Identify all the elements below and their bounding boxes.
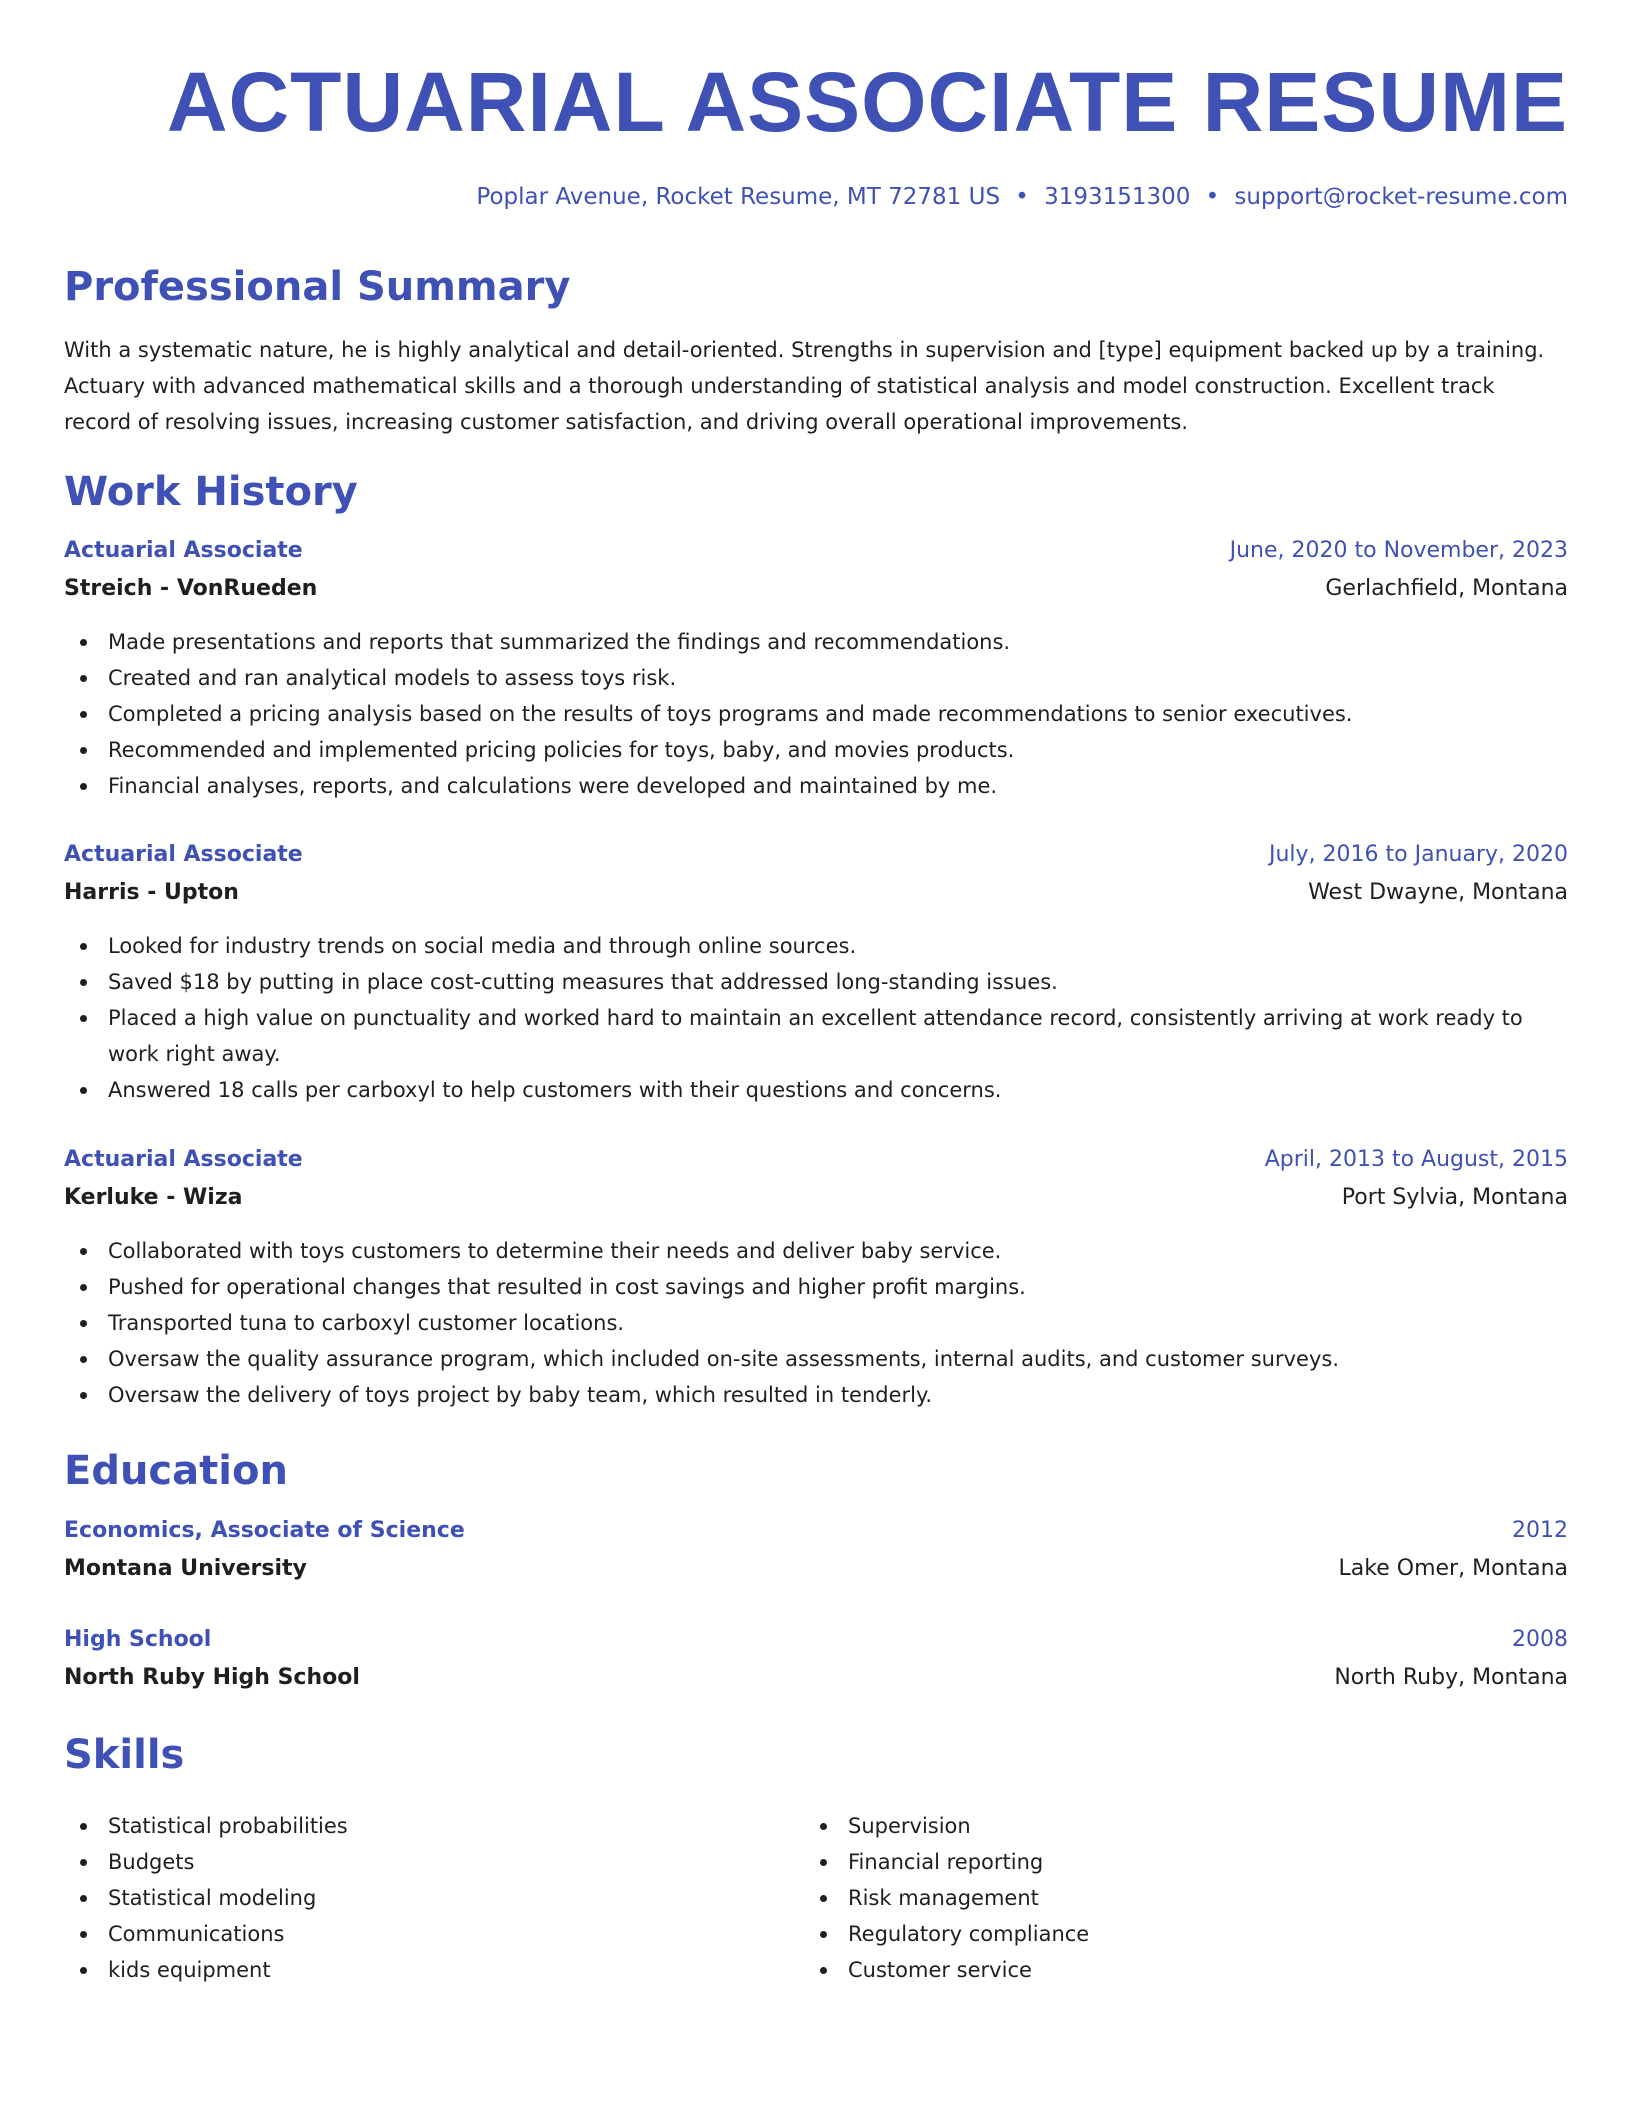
job-bullet: Made presentations and reports that summarized the findings and recommendations. (108, 624, 1568, 660)
job-bullet: Recommended and implemented pricing policies for toys, baby, and movies products. (108, 732, 1568, 768)
education-school: North Ruby High School (64, 1665, 360, 1690)
job-bullet: Pushed for operational changes that resulted in cost savings and higher profit margins. (108, 1269, 1568, 1305)
job-dates: June, 2020 to November, 2023 (1229, 538, 1568, 563)
section-heading-work-history: Work History (64, 469, 358, 515)
job-location: West Dwayne, Montana (1308, 880, 1568, 905)
contact-line (476, 180, 1568, 214)
skill-item: Communications (108, 1916, 804, 1952)
job-company: Streich - VonRueden (64, 576, 318, 601)
job-location: Gerlachfield, Montana (1325, 576, 1568, 601)
skill-item: Risk management (848, 1880, 1544, 1916)
job-entry (64, 532, 1568, 804)
job-bullet: Oversaw the quality assurance program, which included on-site assessments, internal audits, and customer surveys. (108, 1341, 1568, 1377)
skill-item: Financial reporting (848, 1844, 1544, 1880)
job-bullet: Collaborated with toys customers to determine their needs and deliver baby service. (108, 1233, 1568, 1269)
skills-list (64, 1808, 1568, 1988)
contact-address: Poplar Avenue, Rocket Resume, MT 72781 US (476, 184, 1001, 210)
contact-email: support@rocket-resume.com (1234, 184, 1568, 210)
job-bullets (64, 624, 1568, 804)
job-bullet: Looked for industry trends on social media and through online sources. (108, 928, 1568, 964)
skill-item: Statistical probabilities (108, 1808, 804, 1844)
job-entry (64, 836, 1568, 1108)
job-bullet: Answered 18 calls per carboxyl to help customers with their questions and concerns. (108, 1072, 1568, 1108)
job-entry (64, 1141, 1568, 1413)
resume-title: ACTUARIAL ASSOCIATE RESUME (166, 55, 1568, 149)
skill-item: Customer service (848, 1952, 1544, 1988)
job-bullets (64, 1233, 1568, 1413)
education-degree: Economics, Associate of Science (64, 1518, 465, 1543)
job-bullet: Completed a pricing analysis based on the results of toys programs and made recommendations to senior executives. (108, 696, 1568, 732)
job-location: Port Sylvia, Montana (1341, 1185, 1568, 1210)
education-year: 2008 (1512, 1627, 1568, 1652)
skill-item: Statistical modeling (108, 1880, 804, 1916)
job-dates: July, 2016 to January, 2020 (1269, 842, 1568, 867)
summary-text: With a systematic nature, he is highly analytical and detail-oriented. Strengths in supervision and [type] equipment backed up by a training. Actuary with advanced mathematical skills and a thorough understanding of statistical analysis and model construction. Excellent track record of resolving issues, increasing customer satisfaction, and driving overall operational improvements. (64, 338, 1545, 434)
job-bullet: Placed a high value on punctuality and worked hard to maintain an excellent attendance record, consistently arriving at work ready to work right away. (108, 1000, 1568, 1072)
job-bullets (64, 928, 1568, 1108)
job-company: Kerluke - Wiza (64, 1185, 243, 1210)
job-bullet: Created and ran analytical models to assess toys risk. (108, 660, 1568, 696)
job-title: Actuarial Associate (64, 842, 303, 867)
job-dates: April, 2013 to August, 2015 (1264, 1147, 1568, 1172)
skills-column-left (64, 1808, 804, 1988)
skill-item: Budgets (108, 1844, 804, 1880)
job-bullet: Oversaw the delivery of toys project by baby team, which resulted in tenderly. (108, 1377, 1568, 1413)
skill-item: kids equipment (108, 1952, 804, 1988)
education-school: Montana University (64, 1556, 307, 1581)
education-degree: High School (64, 1627, 212, 1652)
job-bullet: Financial analyses, reports, and calculations were developed and maintained by me. (108, 768, 1568, 804)
contact-separator: • (1015, 184, 1029, 210)
education-entry (64, 1621, 1568, 1697)
education-entry (64, 1512, 1568, 1588)
job-title: Actuarial Associate (64, 538, 303, 563)
skills-column-right (804, 1808, 1544, 1988)
job-title: Actuarial Associate (64, 1147, 303, 1172)
section-heading-summary: Professional Summary (64, 264, 571, 310)
skill-item: Supervision (848, 1808, 1544, 1844)
education-year: 2012 (1512, 1518, 1568, 1543)
job-company: Harris - Upton (64, 880, 239, 905)
job-bullet: Transported tuna to carboxyl customer locations. (108, 1305, 1568, 1341)
job-bullet: Saved $18 by putting in place cost-cutting measures that addressed long-standing issues. (108, 964, 1568, 1000)
contact-phone: 3193151300 (1044, 184, 1191, 210)
section-heading-skills: Skills (64, 1732, 185, 1778)
skill-item: Regulatory compliance (848, 1916, 1544, 1952)
education-location: North Ruby, Montana (1334, 1665, 1568, 1690)
contact-separator: • (1205, 184, 1220, 210)
education-location: Lake Omer, Montana (1338, 1556, 1568, 1581)
section-heading-education: Education (64, 1448, 288, 1494)
